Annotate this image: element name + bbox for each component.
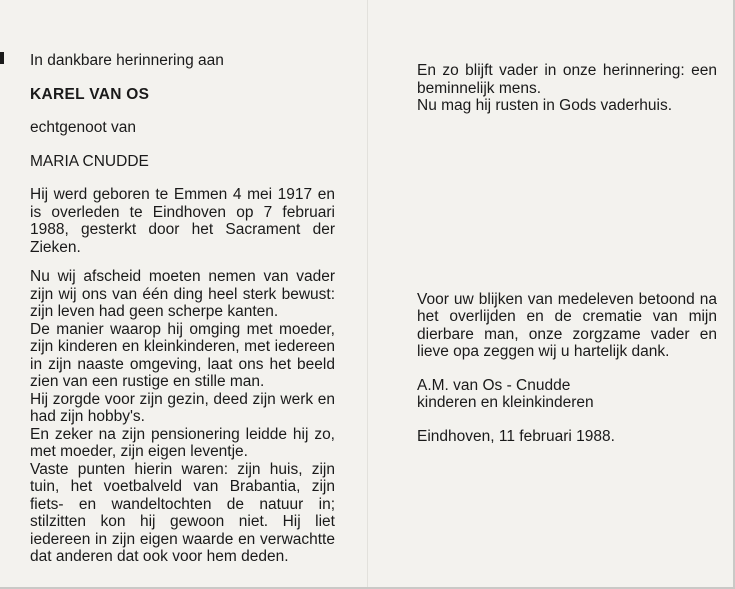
- signatory-line: kinderen en kleinkinderen: [417, 394, 594, 411]
- memorial-paragraph: De manier waarop hij omging met moeder, zijn kinderen en kleinkinderen, met iedereen in zijn naaste omgeving, laat ons het beeld zien van een rustige en stille man.: [30, 320, 335, 390]
- intro-text: In dankbare herinnering aan: [30, 52, 224, 69]
- closing-line: Nu mag hij rusten in Gods vaderhuis.: [417, 97, 673, 114]
- spouse-name: MARIA CNUDDE: [30, 152, 149, 170]
- deceased-name: KAREL VAN OS: [30, 85, 150, 103]
- place-date: Eindhoven, 11 februari 1988.: [417, 427, 615, 445]
- right-panel: [417, 62, 717, 445]
- signatory-line: A.M. van Os - Cnudde: [417, 376, 571, 394]
- fold-line: [367, 0, 368, 587]
- memorial-paragraph: Nu wij afscheid moeten nemen van vader zijn wij ons van één ding heel sterk bewust: zijn leven had geen scherpe kanten.: [30, 268, 335, 320]
- memorial-paragraph: En zeker na zijn pensionering leidde hij zo, met moeder, zijn eigen leventje.: [30, 425, 335, 460]
- closing-line: En zo blijft vader in onze herinnering: een beminnelijk mens.: [417, 62, 717, 97]
- memorial-paragraph: Hij zorgde voor zijn gezin, deed zijn werk en had zijn hobby's.: [30, 390, 335, 425]
- edge-mark: [0, 52, 4, 64]
- memorial-paragraph: Vaste punten hierin waren: zijn huis, zijn tuin, het voetbalveld van Brabantia, zijn fiets- en wandeltochten de natuur in; stilzitten kon hij gewoon niet. Hij liet iedereen in zijn eigen waarde en verwachtte dat anderen dat ook voor hem deden.: [30, 460, 335, 565]
- left-panel: [30, 52, 335, 566]
- spouse-label: echtgenoot van: [30, 119, 137, 136]
- birth-death-text: Hij werd geboren te Emmen 4 mei 1917 en is overleden te Eindhoven op 7 februari 1988, gesterkt door het Sacrament der Zieken.: [30, 186, 335, 256]
- thanks-text: Voor uw blijken van medeleven betoond na het overlijden en de crematie van mijn dierbare man, onze zorgzame vader en lieve opa zeggen wij u hartelijk dank.: [417, 290, 717, 360]
